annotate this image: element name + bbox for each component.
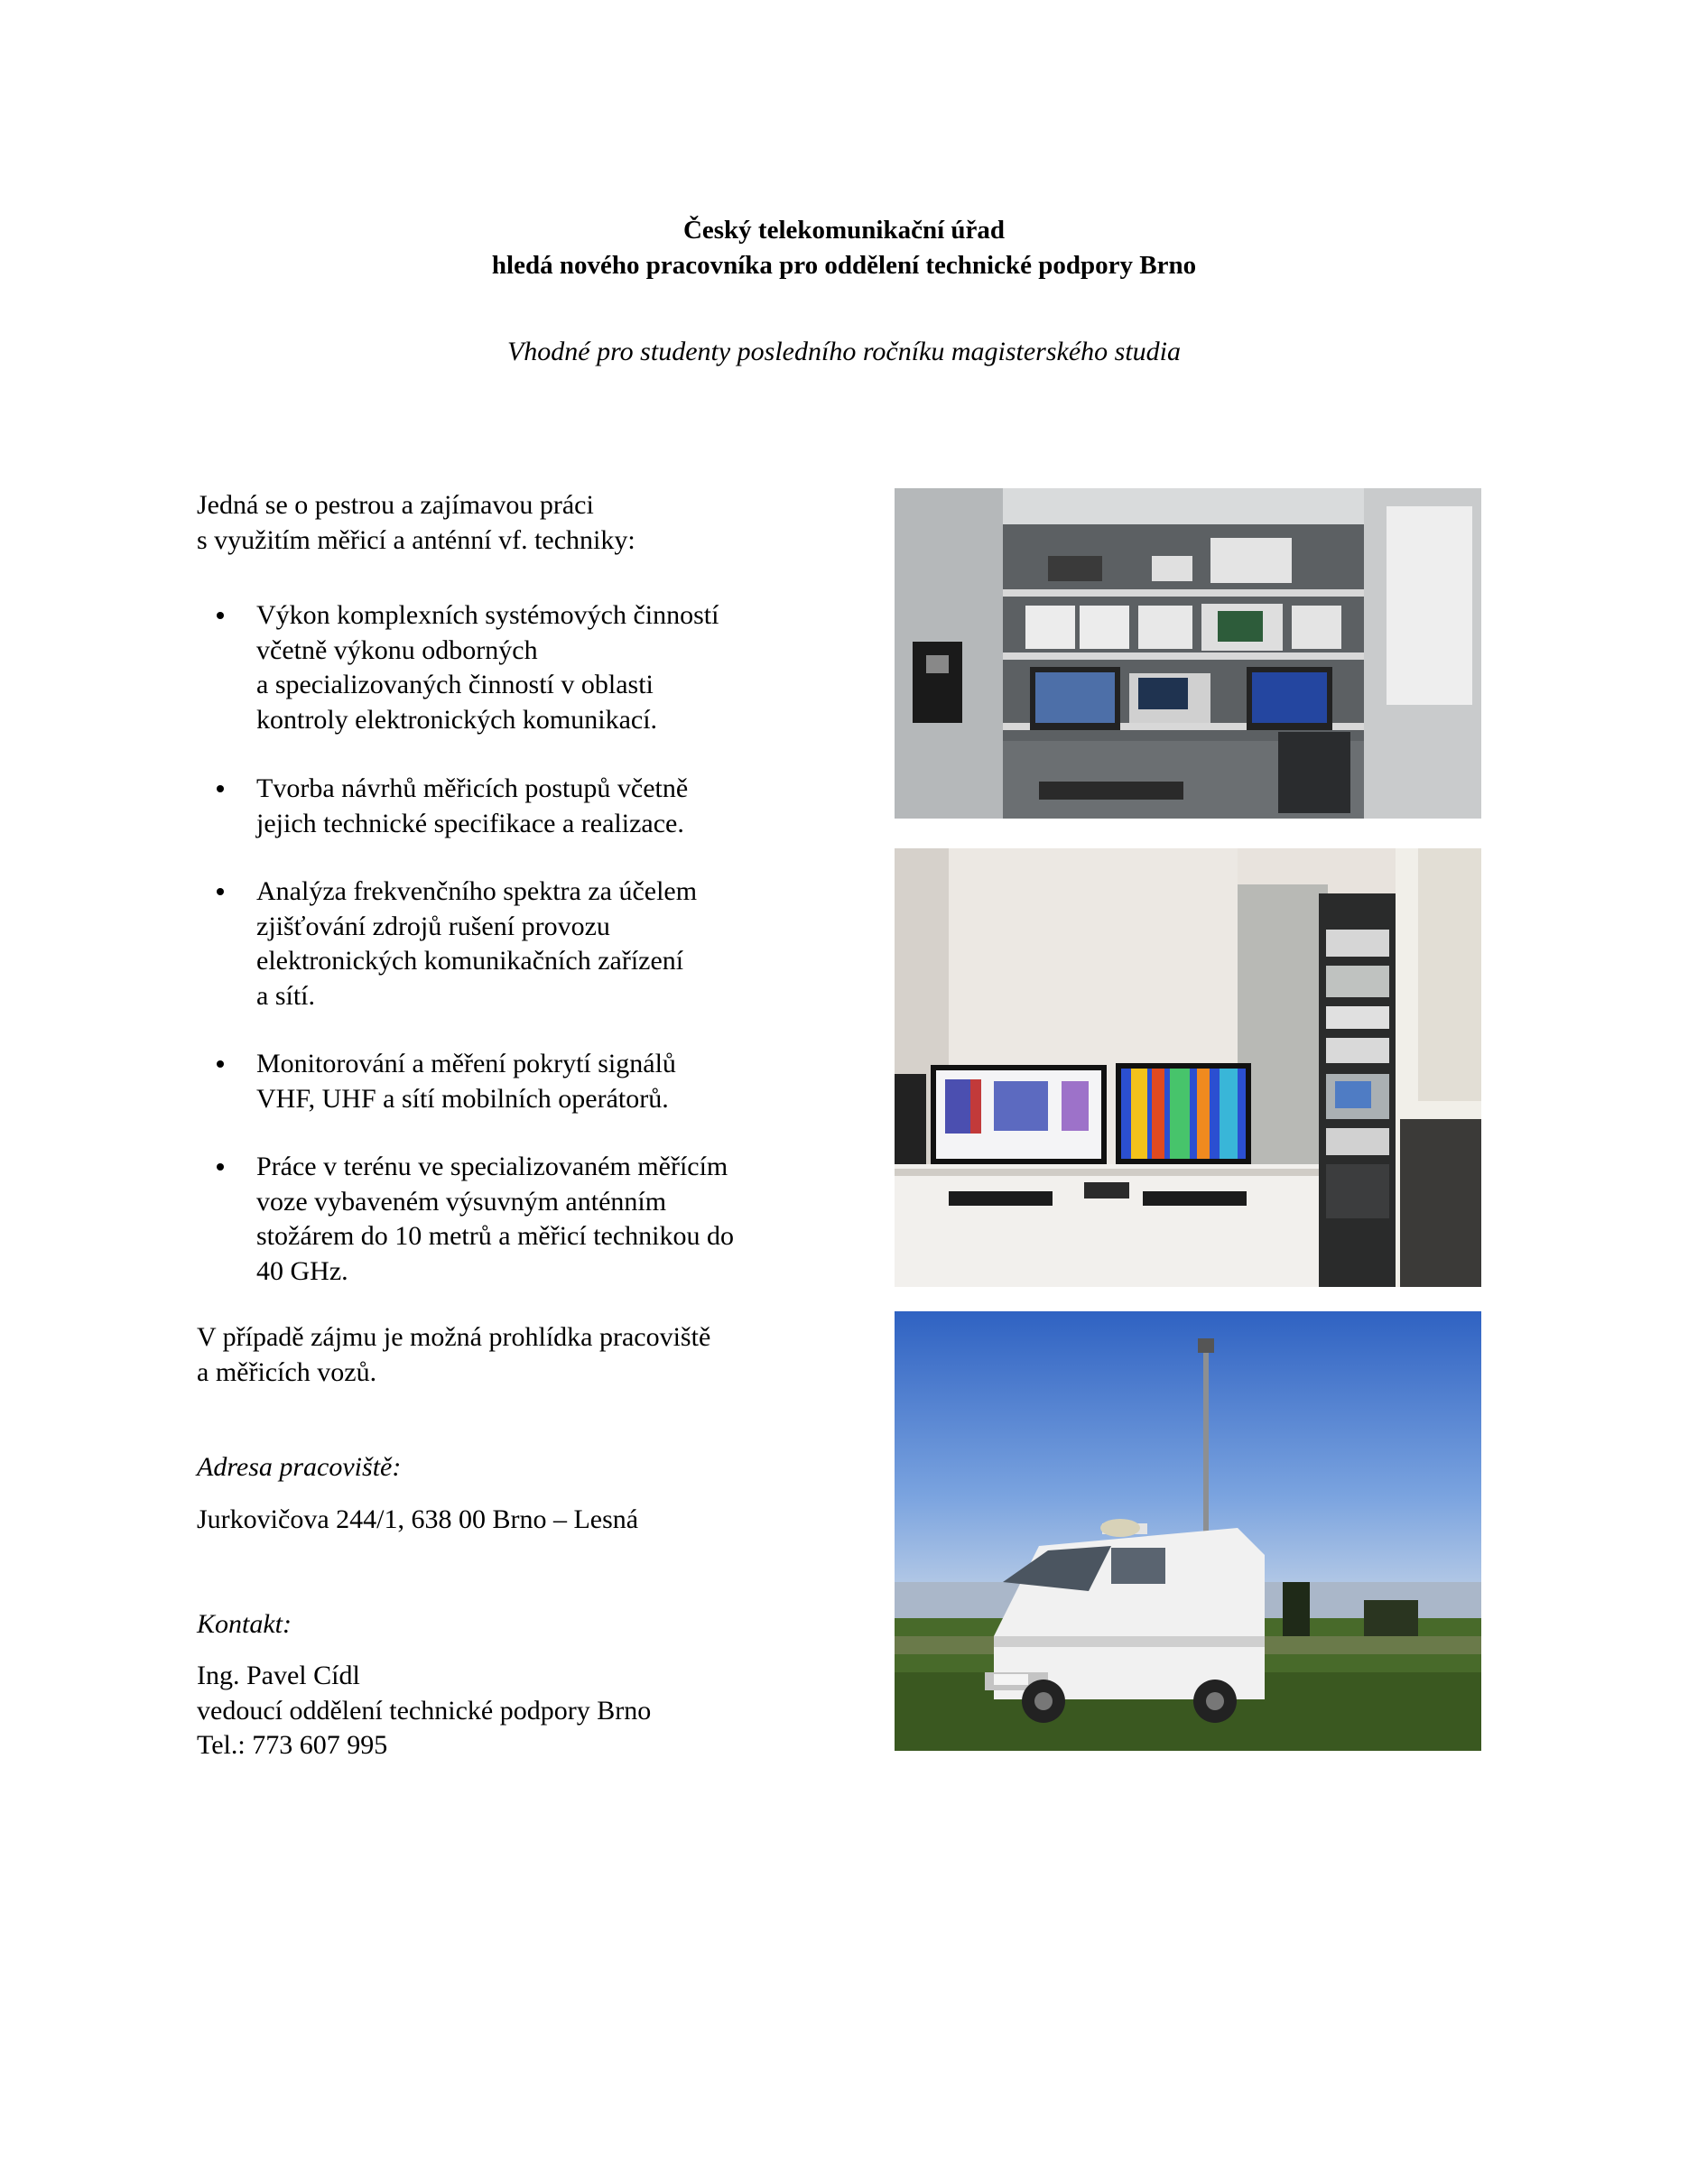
list-item-line: VHF, UHF a sítí mobilních operátorů. — [256, 1083, 669, 1114]
list-item — [197, 598, 847, 737]
page-title: Český telekomunikační úřad — [682, 216, 1006, 245]
photo-vehicle-interior-image — [895, 488, 1481, 819]
list-item — [197, 1150, 847, 1289]
list-item-line: 40 GHz. — [256, 1255, 348, 1286]
bullet-icon — [217, 888, 224, 895]
duties-list — [197, 598, 847, 737]
bullet-icon — [217, 1060, 224, 1068]
page-subtitle: Vhodné pro studenty posledního ročníku magisterského studia — [506, 337, 1181, 366]
bullet-icon — [217, 1163, 224, 1171]
list-item-line: kontroly elektronických komunikací. — [256, 704, 658, 735]
photo-monitoring-workplace — [895, 848, 1481, 1287]
bullet-icon — [217, 612, 224, 619]
bullet-icon — [217, 785, 224, 792]
contact-phone: Tel.: 773 607 995 — [197, 1730, 388, 1760]
address-label: Adresa pracoviště: — [197, 1452, 402, 1482]
contact-label: Kontakt: — [197, 1609, 292, 1639]
closing-line: a měřicích vozů. — [197, 1356, 377, 1387]
photo-measuring-van — [895, 1311, 1481, 1751]
list-item — [197, 1047, 847, 1116]
list-item-line: Výkon komplexních systémových činností — [256, 600, 719, 630]
photo-monitoring-workplace-image — [895, 848, 1481, 1287]
list-item-line: stožárem do 10 metrů a měřicí technikou do — [256, 1221, 734, 1251]
duties-list — [197, 772, 847, 841]
list-item-line: Tvorba návrhů měřicích postupů včetně — [256, 773, 689, 803]
duties-list — [197, 1150, 847, 1289]
duties-list — [197, 1047, 847, 1116]
list-item-line: Práce v terénu ve specializovaném měřícím — [256, 1152, 728, 1181]
intro-line: s využitím měřicí a anténní vf. techniky: — [197, 524, 635, 555]
list-item-line: jejich technické specifikace a realizace. — [256, 808, 684, 838]
contact-block — [197, 1659, 829, 1763]
closing-paragraph — [197, 1320, 829, 1390]
photo-vehicle-interior — [895, 488, 1481, 819]
list-item-line: elektronických komunikačních zařízení — [256, 946, 684, 976]
intro-line: Jedná se o pestrou a zajímavou práci — [197, 490, 594, 520]
address-value: Jurkovičova 244/1, 638 00 Brno – Lesná — [197, 1504, 639, 1534]
list-item-line: a sítí. — [256, 980, 315, 1011]
list-item — [197, 875, 847, 1013]
list-item-line: voze vybaveném výsuvným anténním — [256, 1186, 667, 1217]
list-item-line: Analýza frekvenčního spektra za účelem — [256, 876, 698, 906]
list-item-line: zjišťování zdrojů rušení provozu — [256, 911, 610, 941]
list-item-line: a specializovaných činností v oblasti — [256, 670, 654, 699]
duties-list — [197, 875, 847, 1013]
list-item-line: Monitorování a měření pokrytí signálů — [256, 1049, 676, 1078]
contact-role: vedoucí oddělení technické podpory Brno — [197, 1695, 652, 1726]
closing-line: V případě zájmu je možná prohlídka pracoviště — [197, 1322, 711, 1352]
contact-name: Ing. Pavel Cídl — [197, 1661, 360, 1690]
intro-paragraph — [197, 488, 829, 558]
photo-measuring-van-image — [895, 1311, 1481, 1751]
list-item — [197, 772, 847, 841]
page-title-line2: hledá nového pracovníka pro oddělení technické podpory Brno — [491, 251, 1197, 280]
list-item-line: včetně výkonu odborných — [256, 634, 538, 665]
